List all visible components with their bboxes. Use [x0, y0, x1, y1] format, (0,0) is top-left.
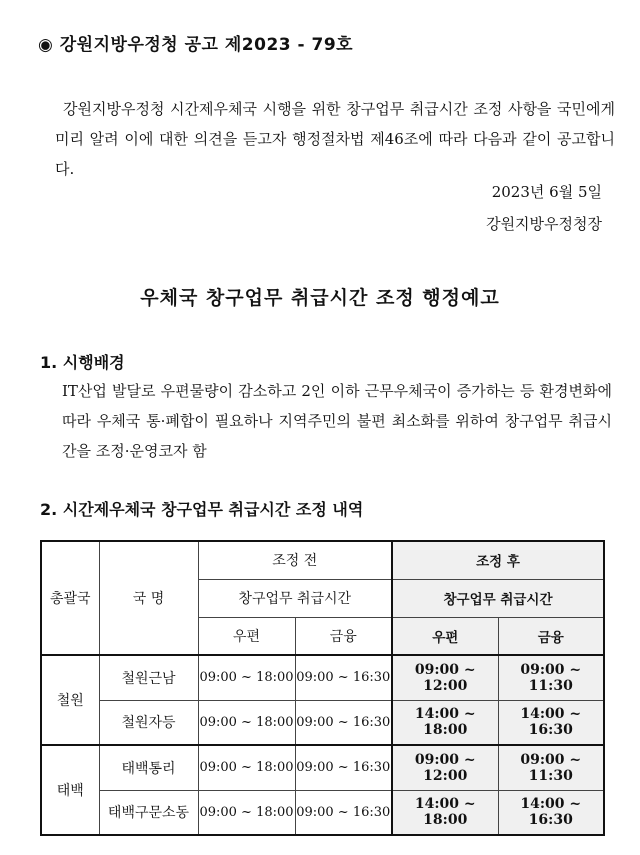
header-before: 조정 전	[198, 541, 392, 579]
office-name-cell: 태백통리	[99, 745, 198, 790]
header-main-office: 총괄국	[41, 541, 99, 655]
header-after-hours: 창구업무 취급시간	[392, 579, 604, 617]
section2-title: 2. 시간제우체국 창구업무 취급시간 조정 내역	[40, 500, 364, 519]
header-before-finance: 금융	[295, 617, 392, 655]
before-finance-cell: 09:00 ~ 16:30	[295, 700, 392, 745]
section1-body: IT산업 발달로 우편물량이 감소하고 2인 이하 근무우체국이 증가하는 등 환경변화에 따라 우체국 통·폐합이 필요하나 지역주민의 불편 최소화를 위하여 창구업무 취급시간을 조정·운영코자 함	[62, 382, 612, 460]
before-post-cell: 09:00 ~ 18:00	[198, 655, 295, 700]
after-post-cell: 14:00 ~ 18:00	[392, 790, 498, 835]
office-name-cell: 철원근남	[99, 655, 198, 700]
intro-paragraph: 강원지방우정청 시간제우체국 시행을 위한 창구업무 취급시간 조정 사항을 국민에게 미리 알려 이에 대한 의견을 듣고자 행정절차법 제46조에 따라 다음과 같이 공고합니다.	[55, 100, 615, 178]
before-post-cell: 09:00 ~ 18:00	[198, 700, 295, 745]
before-finance-cell: 09:00 ~ 16:30	[295, 790, 392, 835]
office-name-cell: 철원자등	[99, 700, 198, 745]
table-row	[41, 700, 604, 745]
notice-number: ◉ 강원지방우정청 공고 제2023 - 79호	[38, 35, 354, 55]
after-finance-cell: 14:00 ~ 16:30	[498, 700, 604, 745]
header-after: 조정 후	[392, 541, 604, 579]
header-before-post: 우편	[198, 617, 295, 655]
document-title: 우체국 창구업무 취급시간 조정 행정예고	[140, 287, 500, 309]
after-finance-cell: 14:00 ~ 16:30	[498, 790, 604, 835]
main-office-cell: 태백	[41, 745, 99, 835]
issuing-office: 강원지방우정청장	[486, 215, 602, 233]
after-finance-cell: 09:00 ~ 11:30	[498, 745, 604, 790]
main-office-cell: 철원	[41, 655, 99, 745]
after-post-cell: 14:00 ~ 18:00	[392, 700, 498, 745]
notice-date: 2023년 6월 5일	[491, 183, 602, 201]
header-after-finance: 금융	[498, 617, 604, 655]
header-before-hours: 창구업무 취급시간	[198, 579, 392, 617]
before-post-cell: 09:00 ~ 18:00	[198, 790, 295, 835]
section1-title: 1. 시행배경	[40, 353, 125, 372]
after-post-cell: 09:00 ~ 12:00	[392, 745, 498, 790]
header-row-1	[41, 541, 604, 579]
before-post-cell: 09:00 ~ 18:00	[198, 745, 295, 790]
after-finance-cell: 09:00 ~ 11:30	[498, 655, 604, 700]
header-after-post: 우편	[392, 617, 498, 655]
schedule-table	[40, 540, 605, 836]
office-name-cell: 태백구문소동	[99, 790, 198, 835]
table-row	[41, 655, 604, 700]
after-post-cell: 09:00 ~ 12:00	[392, 655, 498, 700]
table-row	[41, 745, 604, 790]
header-office-name: 국 명	[99, 541, 198, 655]
table-row	[41, 790, 604, 835]
before-finance-cell: 09:00 ~ 16:30	[295, 745, 392, 790]
before-finance-cell: 09:00 ~ 16:30	[295, 655, 392, 700]
